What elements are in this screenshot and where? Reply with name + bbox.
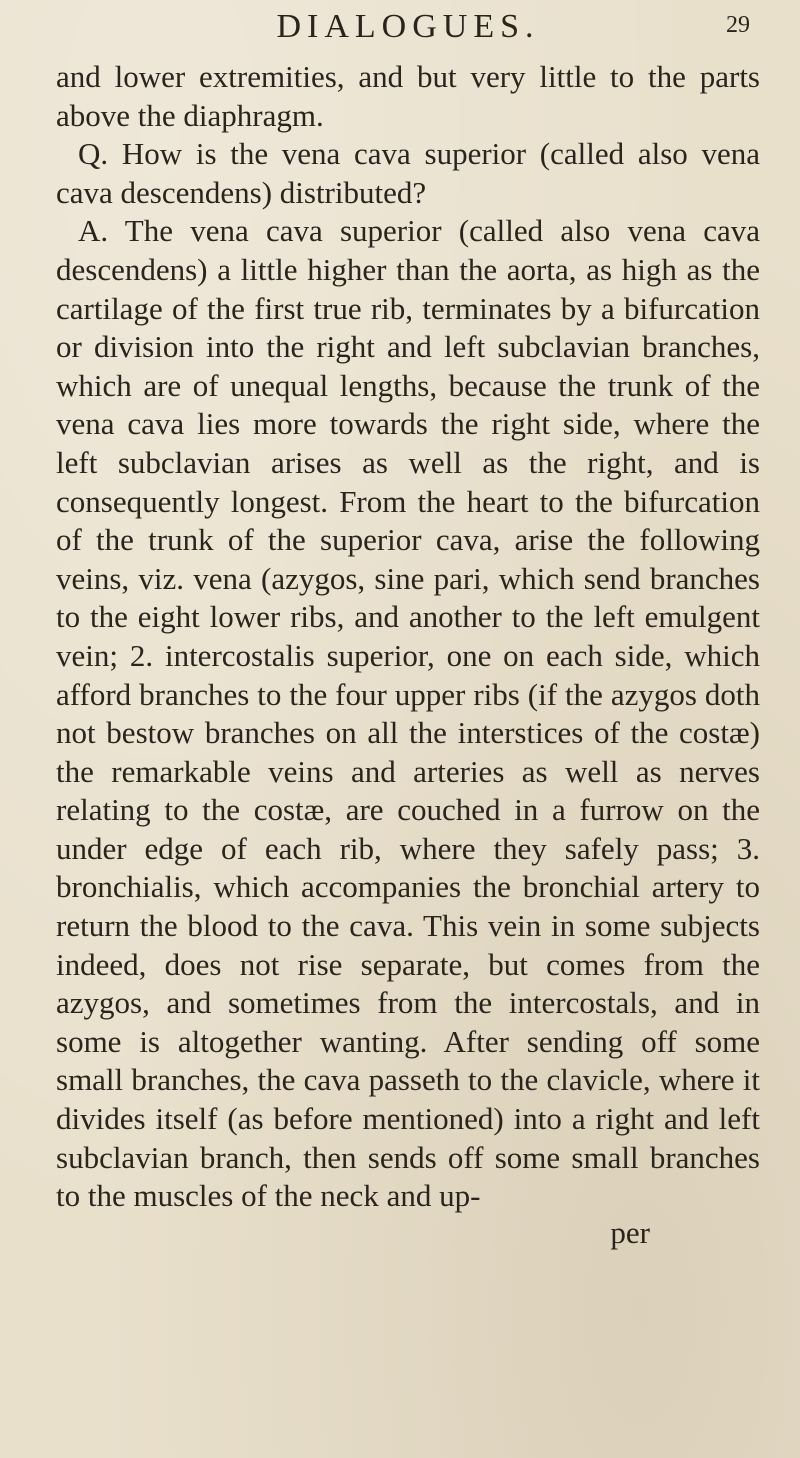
paragraph-answer: A. The vena cava superior (called also vena cava descendens) a little higher than the aorta, as high as the cartilage of the first true rib, terminates by a bifurcation or division into the right and left subclavian branches, which are of unequal lengths, because the trunk of the vena cava lies more towards the right side, where the left subclavian arises as well as the right, and is consequently longest. From the heart to the bifurcation of the trunk of the superior cava, arise the following veins, viz. vena (azygos, sine pari, which send branches to the eight lower ribs, and another to the left emulgent vein; 2. intercostalis superior, one on each side, which afford branches to the four upper ribs (if the azygos doth not bestow branches on all the interstices of the costæ) the remarkable veins and arteries as well as nerves relating to the costæ, are couched in a furrow on the under edge of each rib, where they safely pass; 3. bronchialis, which accompanies the bronchial artery to return the blood to the cava. This vein in some subjects indeed, does not rise separate, but comes from the azygos, and sometimes from the intercostals, and in some is altogether wanting. After sending off some small branches, the cava passeth to the clavicle, where it divides itself (as before mentioned) into a right and left subclavian branch, then sends off some small branches to the muscles of the neck and up- — [56, 213, 760, 1214]
running-title: DIALOGUES. — [276, 8, 540, 45]
running-head — [56, 0, 760, 58]
body-text — [56, 58, 760, 1216]
page-number: 29 — [726, 12, 750, 38]
catchword: per — [610, 1214, 650, 1250]
paragraph-continuation: and lower extremities, and but very little to the parts above the diaphragm. — [56, 59, 760, 133]
paragraph-question: Q. How is the vena cava superior (called also vena cava descendens) distributed? — [56, 136, 760, 210]
